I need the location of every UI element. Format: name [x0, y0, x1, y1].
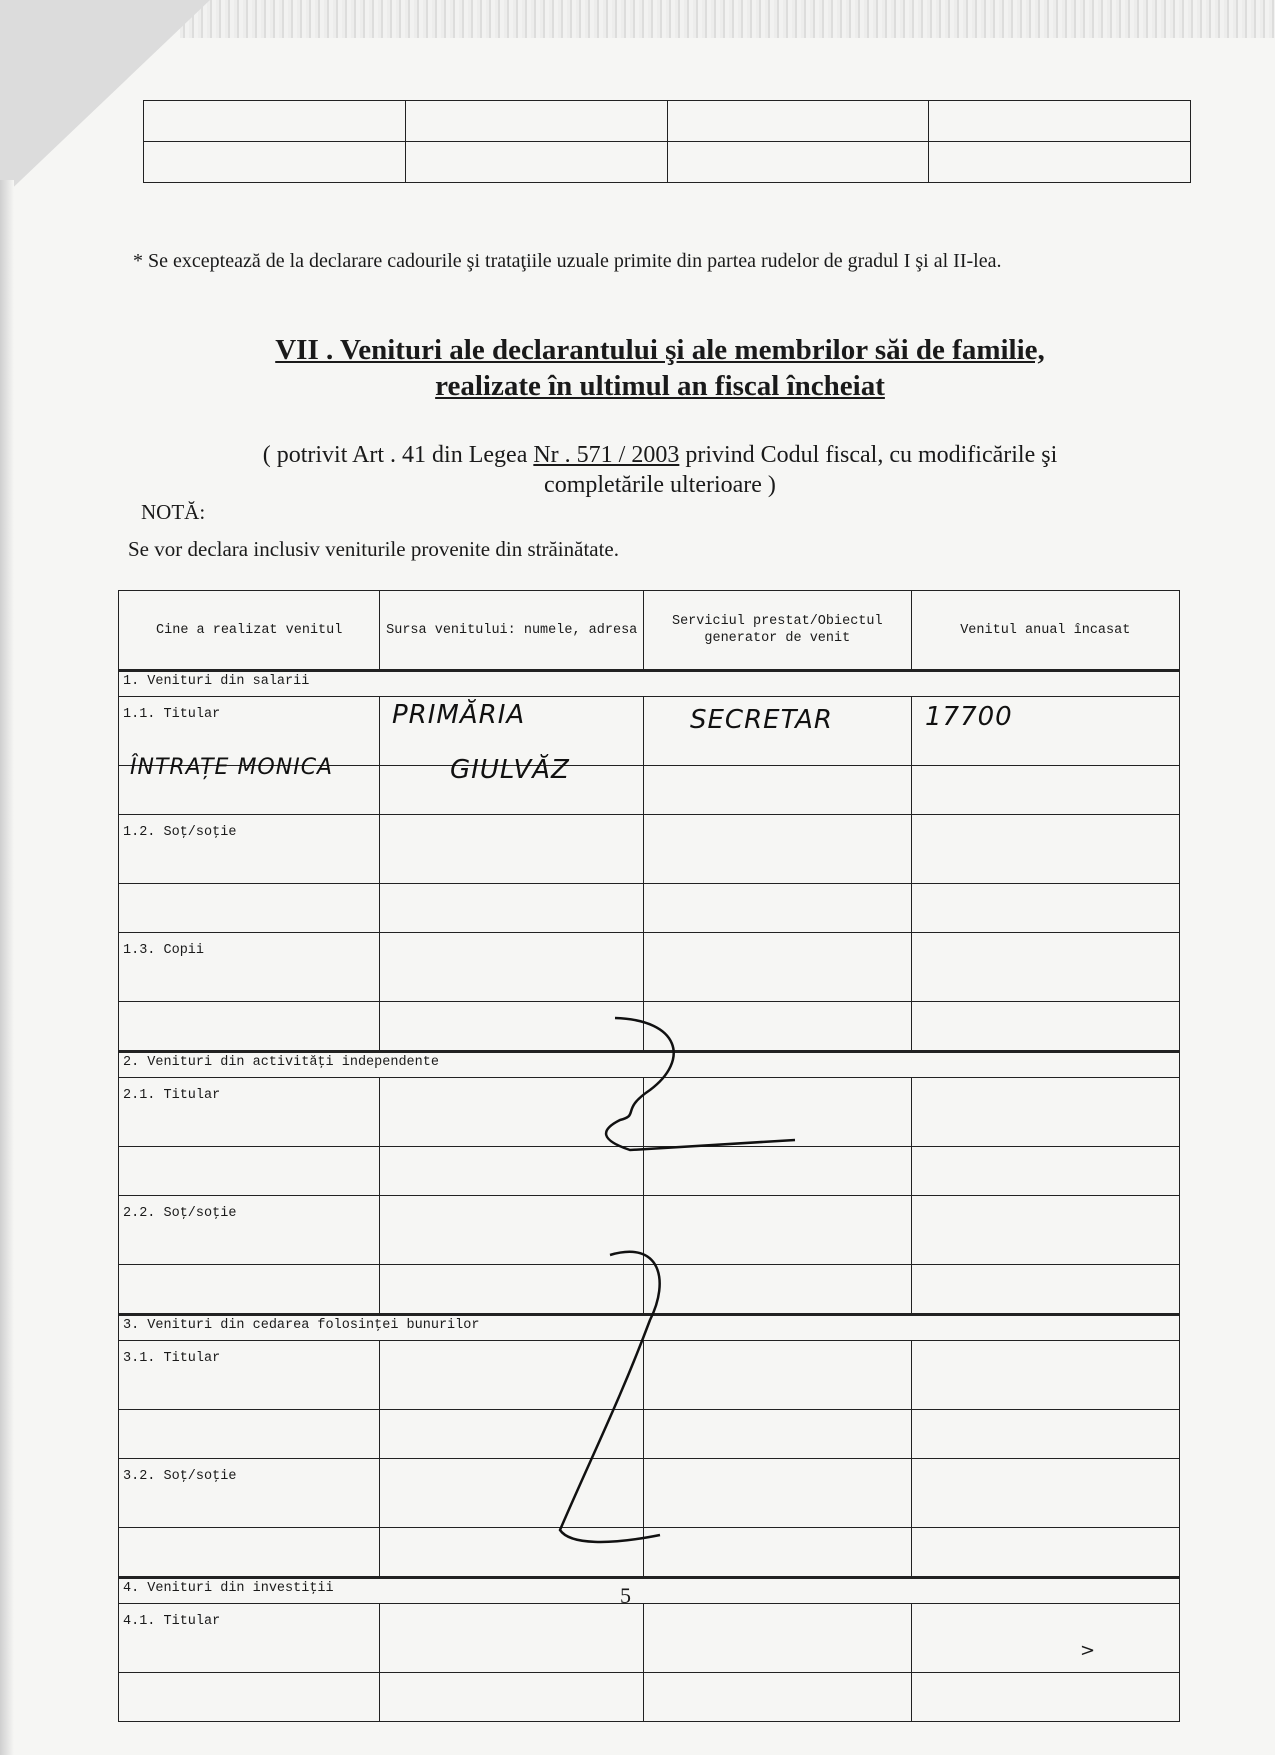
row-label-2-2: 2.2. Soţ/soţie — [119, 1196, 380, 1265]
handwritten-service: SECRETAR — [690, 705, 833, 735]
section-property-use: 3. Venituri din cedarea folosinţei bunurilor — [119, 1315, 1180, 1341]
row-label-1-2: 1.2. Soţ/soţie — [119, 815, 380, 884]
nota-label: NOTĂ: — [141, 500, 206, 524]
table-row — [119, 1002, 1180, 1052]
previous-section-table — [143, 100, 1191, 183]
row-label-3-2: 3.2. Soţ/soţie — [119, 1459, 380, 1528]
legal-basis-prefix: ( potrivit Art . 41 din Legea — [262, 442, 534, 468]
table-row — [119, 1604, 1180, 1673]
legal-basis-law: Nr . 571 / 2003 — [533, 442, 680, 468]
table-row — [119, 1265, 1180, 1315]
table-row — [119, 1147, 1180, 1196]
header-who: Cine a realizat venitul — [119, 591, 380, 671]
corner-mark: > — [1080, 1640, 1096, 1661]
legal-basis-line2: completările ulterioare ) — [544, 472, 776, 498]
table-row — [119, 815, 1180, 884]
table-row — [119, 1673, 1180, 1722]
header-amount: Venitul anual încasat — [911, 591, 1179, 671]
handwritten-source-giulvaz: GIULVĂZ — [450, 755, 570, 785]
row-label-1-3: 1.3. Copii — [119, 933, 380, 1002]
section-vii-title — [130, 332, 1190, 404]
row-label-4-1: 4.1. Titular — [119, 1604, 380, 1673]
section-salaries: 1. Venituri din salarii — [119, 671, 1180, 697]
scan-artifact-top — [180, 0, 1275, 38]
table-row — [119, 933, 1180, 1002]
scan-artifact-left-edge — [0, 180, 14, 1755]
row-label-1-1: 1.1. Titular — [119, 697, 380, 766]
table-header-row — [119, 591, 1180, 671]
table-row — [119, 1078, 1180, 1147]
table-row — [119, 1410, 1180, 1459]
table-row — [119, 1341, 1180, 1410]
row-label-3-1: 3.1. Titular — [119, 1341, 380, 1410]
row-label-2-1: 2.1. Titular — [119, 1078, 380, 1147]
header-source: Sursa venitului: numele, adresa — [380, 591, 644, 671]
table-row — [119, 1459, 1180, 1528]
handwritten-name: ÎNTRAȚE MONICA — [130, 755, 334, 780]
handwritten-amount: 17700 — [925, 702, 1013, 732]
section-independent: 2. Venituri din activităţi independente — [119, 1052, 1180, 1078]
gift-exception-footnote: * Se exceptează de la declarare cadourile şi trataţiile uzuale primite din partea rudelor de gradul I şi al II-lea. — [133, 250, 1002, 272]
handwritten-source-primaria: PRIMĂRIA — [392, 700, 526, 730]
legal-basis — [130, 440, 1190, 500]
table-row — [119, 1196, 1180, 1265]
table-row — [119, 1528, 1180, 1578]
legal-basis-suffix: privind Codul fiscal, cu modificările şi — [679, 442, 1058, 468]
page-number: 5 — [620, 1583, 631, 1608]
nota-text: Se vor declara inclusiv veniturile provenite din străinătate. — [128, 537, 619, 561]
section-investments: 4. Venituri din investiţii — [119, 1578, 1180, 1604]
table-row — [119, 884, 1180, 933]
section-title-line2: realizate în ultimul an fiscal încheiat — [435, 370, 885, 402]
section-title-line1: VII . Venituri ale declarantului şi ale membrilor săi de familie, — [275, 334, 1045, 366]
header-service: Serviciul prestat/Obiectul generator de venit — [644, 591, 912, 671]
